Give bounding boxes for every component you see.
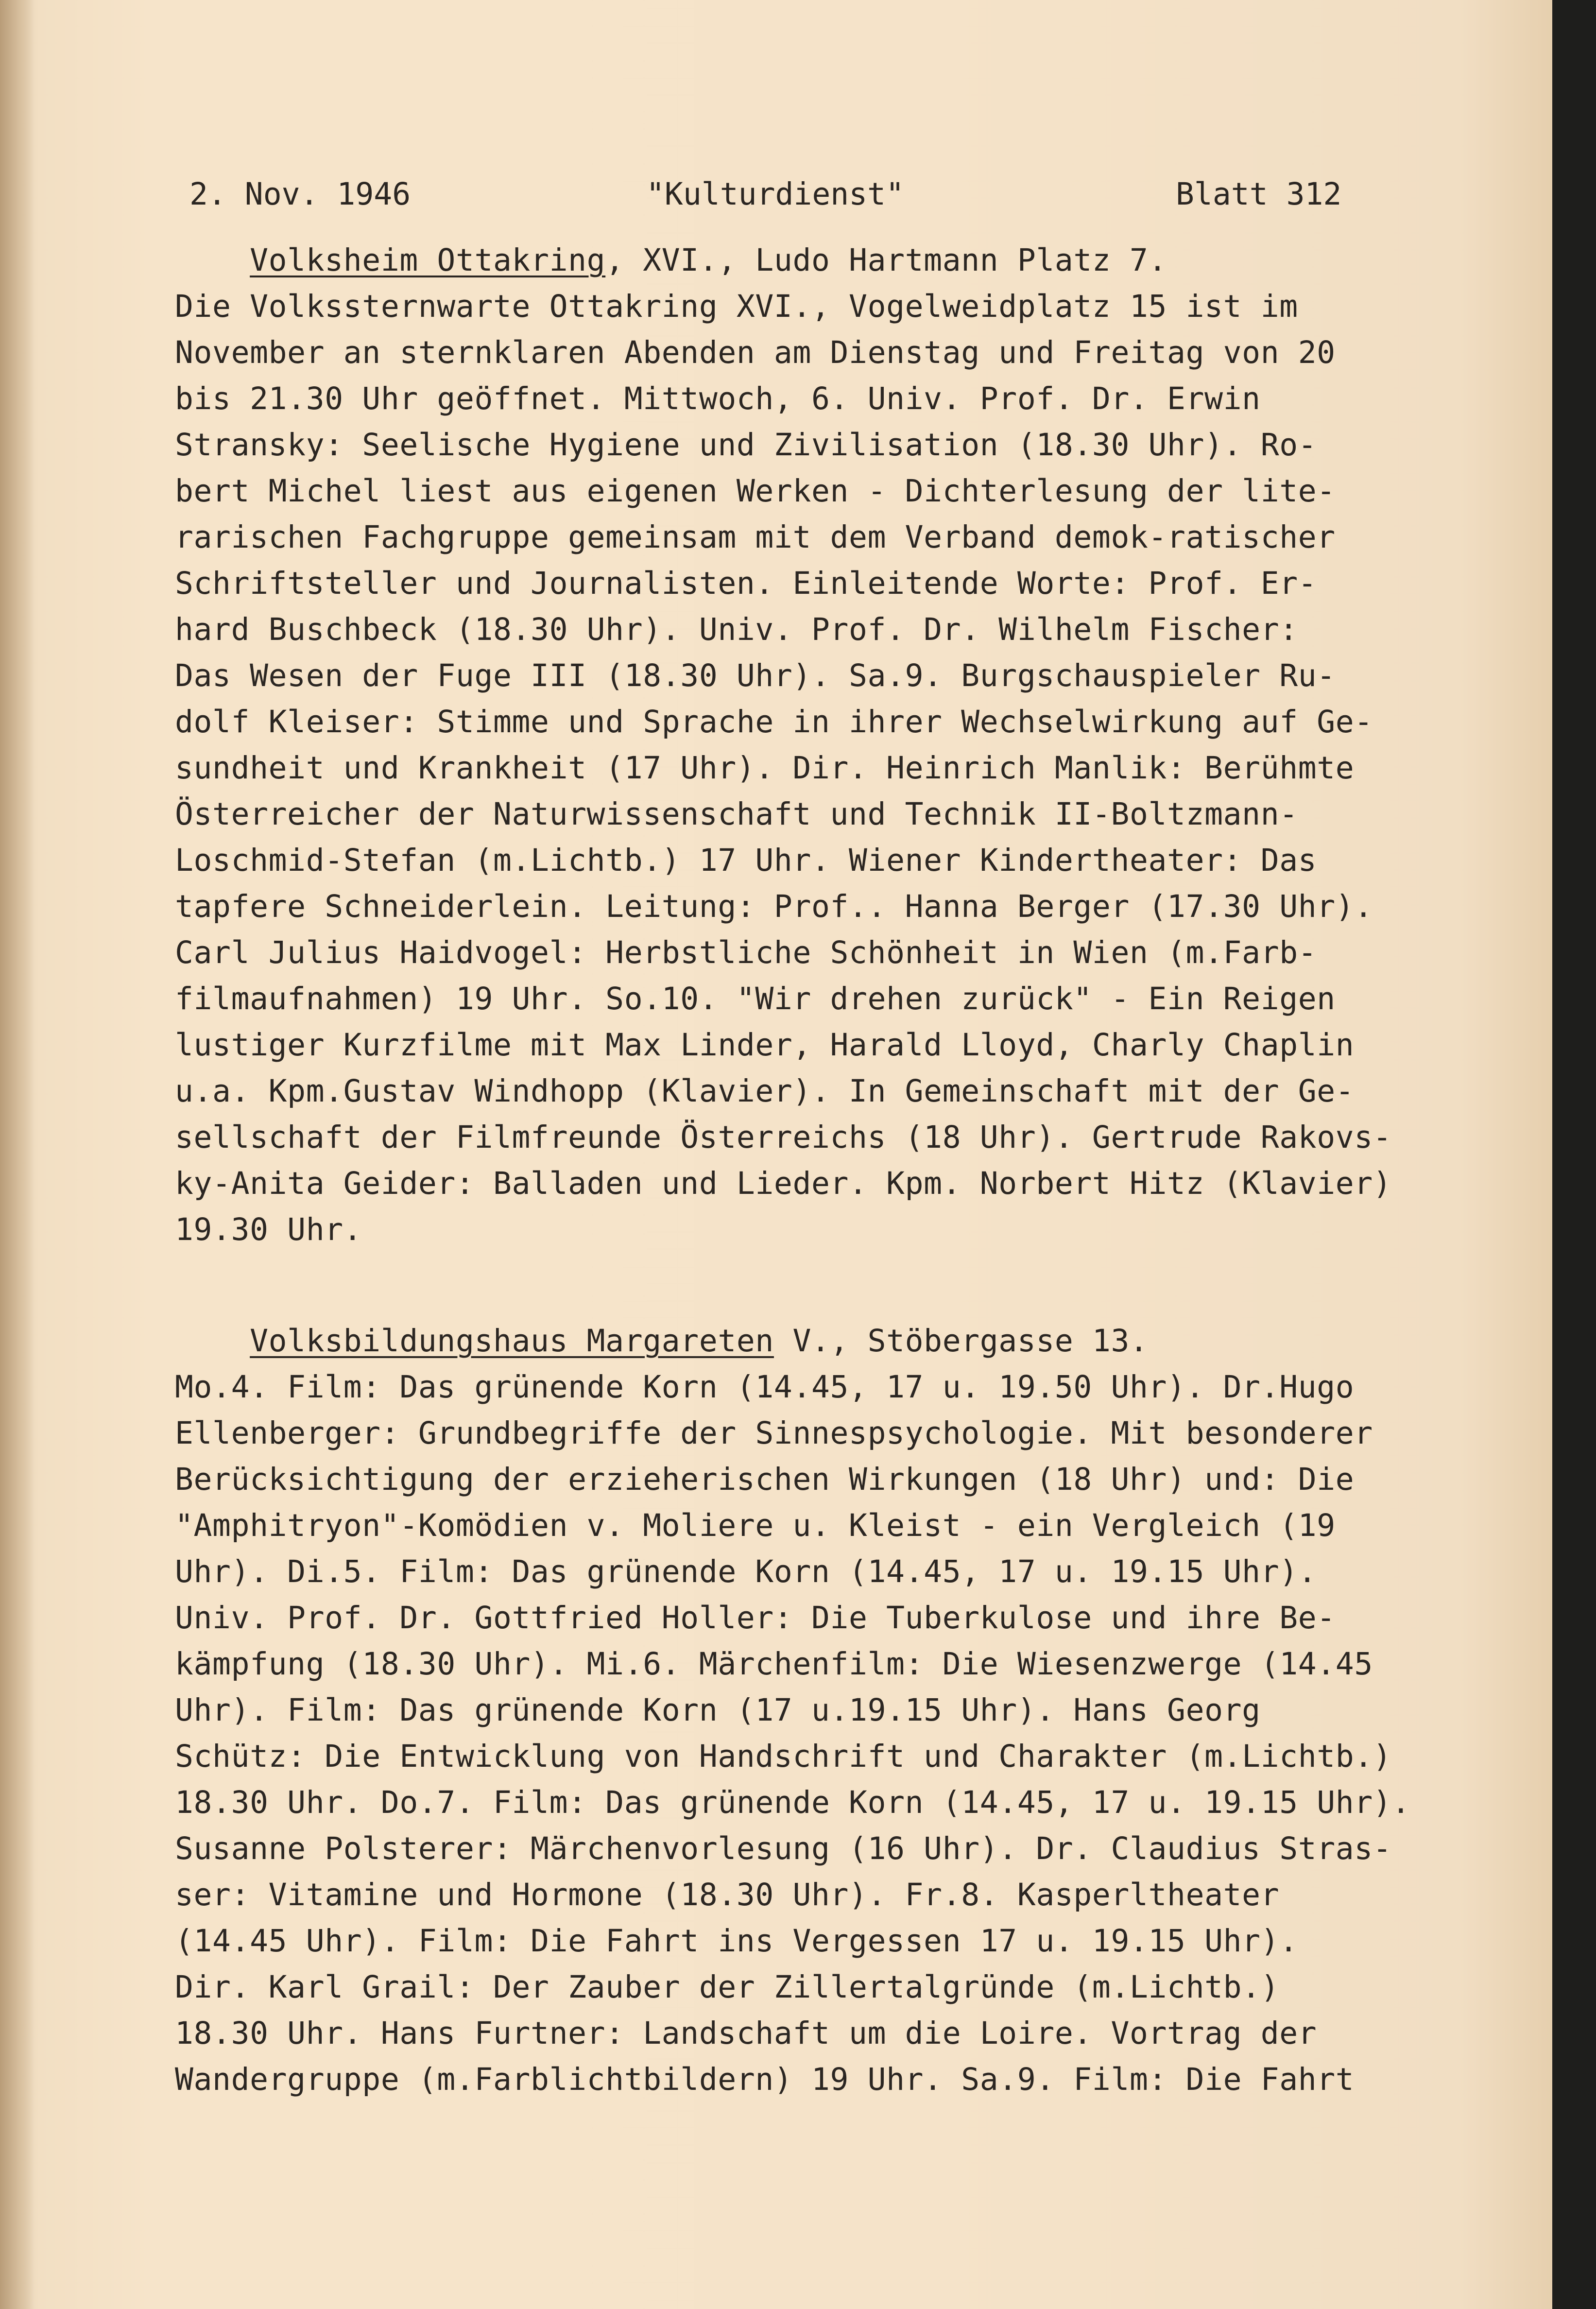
binding-gutter <box>0 0 34 2309</box>
text-line: Ellenberger: Grundbegriffe der Sinnespsychologie. Mit besonderer <box>175 1415 1373 1451</box>
text-line: 19.30 Uhr. <box>175 1212 362 1247</box>
page-header <box>189 172 1380 216</box>
text-line: Berücksichtigung der erzieherischen Wirkungen (18 Uhr) und: Die <box>175 1462 1355 1497</box>
text-line: tapfere Schneiderlein. Leitung: Prof.. Hanna Berger (17.30 Uhr). <box>175 889 1373 924</box>
header-sheet-number: Blatt 312 <box>1176 176 1342 212</box>
header-title: "Kulturdienst" <box>646 176 905 212</box>
text-line: "Amphitryon"-Komödien v. Moliere u. Kleist - ein Vergleich (19 <box>175 1508 1336 1543</box>
text-line: lustiger Kurzfilme mit Max Linder, Harald Lloyd, Charly Chaplin <box>175 1027 1355 1063</box>
text-line: ky-Anita Geider: Balladen und Lieder. Kpm. Norbert Hitz (Klavier) <box>175 1166 1392 1201</box>
text-line: November an sternklaren Abenden am Dienstag und Freitag von 20 <box>175 335 1336 370</box>
text-line: u.a. Kpm.Gustav Windhopp (Klavier). In Gemeinschaft mit der Ge- <box>175 1073 1355 1109</box>
header-date: 2. Nov. 1946 <box>189 176 411 212</box>
text-line: Die Volkssternwarte Ottakring XVI., Vogelweidplatz 15 ist im <box>175 289 1298 324</box>
text-line: bis 21.30 Uhr geöffnet. Mittwoch, 6. Univ. Prof. Dr. Erwin <box>175 381 1261 416</box>
text-line: bert Michel liest aus eigenen Werken - Dichterlesung der lite- <box>175 473 1336 509</box>
text-line: Wandergruppe (m.Farblichtbildern) 19 Uhr. Sa.9. Film: Die Fahrt <box>175 2062 1355 2097</box>
venue-address: V., Stöbergasse 13. <box>773 1323 1149 1359</box>
text-line: Schütz: Die Entwicklung von Handschrift und Charakter (m.Lichtb.) <box>175 1739 1392 1774</box>
text-line: Stransky: Seelische Hygiene und Zivilisation (18.30 Uhr). Ro- <box>175 427 1317 463</box>
text-line: filmaufnahmen) 19 Uhr. So.10. "Wir drehen zurück" - Ein Reigen <box>175 981 1336 1017</box>
scan-background-edge <box>1552 0 1596 2309</box>
text-line: Univ. Prof. Dr. Gottfried Holler: Die Tuberkulose und ihre Be- <box>175 1600 1336 1636</box>
text-line: hard Buschbeck (18.30 Uhr). Univ. Prof. Dr. Wilhelm Fischer: <box>175 612 1298 647</box>
text-line: rarischen Fachgruppe gemeinsam mit dem Verband demok-ratischer <box>175 519 1336 555</box>
venue-name: Volksheim Ottakring <box>250 242 606 278</box>
text-line: Dir. Karl Grail: Der Zauber der Zillertalgründe (m.Lichtb.) <box>175 1969 1280 2005</box>
text-line: Schriftsteller und Journalisten. Einleitende Worte: Prof. Er- <box>175 566 1317 601</box>
text-line: Susanne Polsterer: Märchenvorlesung (16 Uhr). Dr. Claudius Stras- <box>175 1831 1392 1866</box>
text-line: dolf Kleiser: Stimme und Sprache in ihrer Wechselwirkung auf Ge- <box>175 704 1373 740</box>
text-line: sellschaft der Filmfreunde Österreichs (18 Uhr). Gertrude Rakovs- <box>175 1120 1392 1155</box>
venue-address: , XVI., Ludo Hartmann Platz 7. <box>605 242 1167 278</box>
venue-name: Volksbildungshaus Margareten <box>250 1323 774 1359</box>
text-line: Das Wesen der Fuge III (18.30 Uhr). Sa.9. Burgschauspieler Ru- <box>175 658 1336 693</box>
text-line: Uhr). Film: Das grünende Korn (17 u.19.15 Uhr). Hans Georg <box>175 1692 1261 1728</box>
text-line: ser: Vitamine und Hormone (18.30 Uhr). Fr.8. Kasperltheater <box>175 1877 1280 1913</box>
text-line: kämpfung (18.30 Uhr). Mi.6. Märchenfilm: Die Wiesenzwerge (14.45 <box>175 1646 1373 1682</box>
text-line: Carl Julius Haidvogel: Herbstliche Schönheit in Wien (m.Farb- <box>175 935 1317 970</box>
text-line: sundheit und Krankheit (17 Uhr). Dir. Heinrich Manlik: Berühmte <box>175 750 1355 786</box>
text-line: (14.45 Uhr). Film: Die Fahrt ins Vergessen 17 u. 19.15 Uhr). <box>175 1923 1298 1959</box>
section-volksheim-ottakring <box>175 237 1487 1253</box>
text-line: Österreicher der Naturwissenschaft und Technik II-Boltzmann- <box>175 796 1298 832</box>
text-line: Mo.4. Film: Das grünende Korn (14.45, 17 u. 19.50 Uhr). Dr.Hugo <box>175 1369 1355 1405</box>
section-heading <box>175 1318 1487 1364</box>
text-line: 18.30 Uhr. Do.7. Film: Das grünende Korn (14.45, 17 u. 19.15 Uhr). <box>175 1785 1410 1820</box>
text-line: Loschmid-Stefan (m.Lichtb.) 17 Uhr. Wiener Kindertheater: Das <box>175 843 1317 878</box>
text-line: Uhr). Di.5. Film: Das grünende Korn (14.45, 17 u. 19.15 Uhr). <box>175 1554 1317 1589</box>
section-heading <box>175 237 1487 283</box>
section-volksbildungshaus-margareten <box>175 1318 1487 2102</box>
text-line: 18.30 Uhr. Hans Furtner: Landschaft um die Loire. Vortrag der <box>175 2016 1317 2051</box>
